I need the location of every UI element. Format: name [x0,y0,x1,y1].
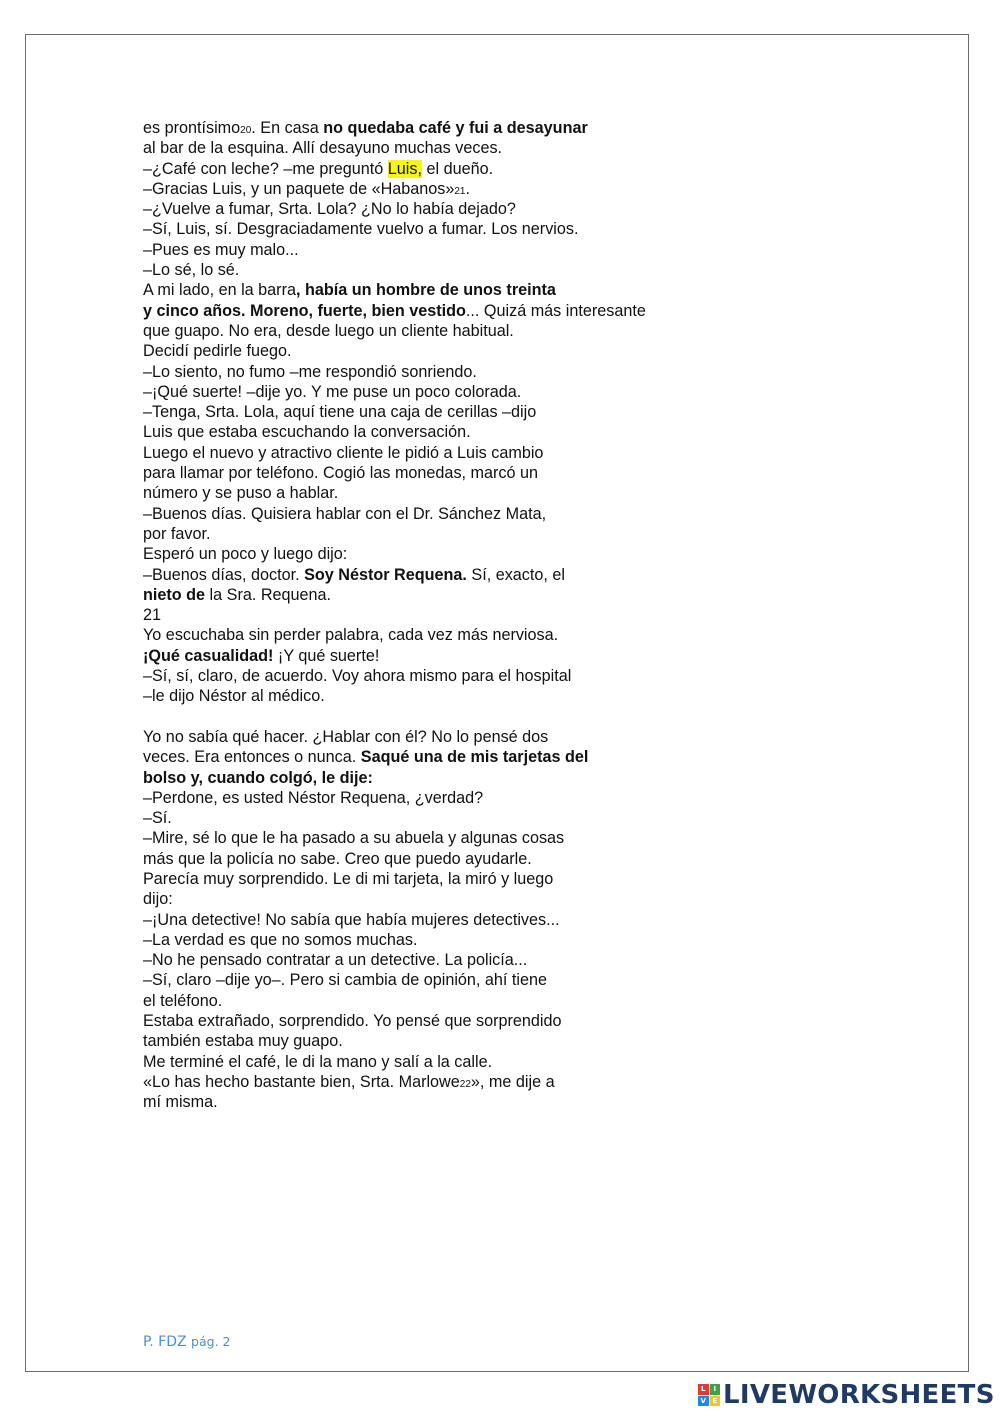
text-line: –Gracias Luis, y un paquete de «Habanos»21. [143,179,470,198]
footnote-ref: 20 [240,125,252,136]
text-line: es prontísimo20. En casa no quedaba café y fui a desayunar [143,119,588,137]
text-line: –Buenos días, doctor. Soy Néstor Requena. Sí, exacto, el [143,565,565,584]
text-line: –Sí, claro –dije yo–. Pero si cambia de opinión, ahí tiene [143,971,548,990]
footnote-ref: 21 [454,185,466,197]
text-line: número y se puso a hablar. [143,484,339,503]
story-text [143,118,743,1113]
text-line: que guapo. No era, desde luego un cliente habitual. [143,321,514,340]
text-line: –Pues es muy malo... [143,240,299,259]
text-line: –Sí, Luis, sí. Desgraciadamente vuelvo a fumar. Los nervios. [143,220,579,239]
text-line: «Lo has hecho bastante bien, Srta. Marlowe22», me dije a [143,1072,555,1091]
text-line: –La verdad es que no somos muchas. [143,930,418,949]
text-line: 21 [143,606,162,625]
text-line: –Mire, sé lo que le ha pasado a su abuela y algunas cosas [143,829,565,848]
text-line: veces. Era entonces o nunca. Saqué una de mis tarjetas del [143,748,589,767]
text-line: dijo: [143,890,173,909]
highlighted-word: Luis, [387,159,422,178]
liveworksheets-logo-icon [698,1384,720,1406]
text-line: al bar de la esquina. Allí desayuno muchas veces. [143,139,503,158]
paragraph-gap [143,707,743,727]
text-line: Estaba extrañado, sorprendido. Yo pensé que sorprendido [143,1012,562,1031]
page-footer [143,1334,230,1350]
text-line: –Lo sé, lo sé. [143,261,240,280]
text-line: también estaba muy guapo. [143,1032,343,1051]
logo-tile: E [710,1396,721,1407]
text-line: –No he pensado contratar a un detective. La policía... [143,951,528,970]
text-line: Luis que estaba escuchando la conversación. [143,423,471,442]
text-line: por favor. [143,524,211,543]
text-line: –Tenga, Srta. Lola, aquí tiene una caja de cerillas –dijo [143,403,537,422]
text-line: A mi lado, en la barra, había un hombre de unos treinta [143,281,556,300]
text-line: mí misma. [143,1093,218,1112]
text-line: Yo no sabía qué hacer. ¿Hablar con él? No lo pensé dos [143,727,549,746]
liveworksheets-logo[interactable] [698,1380,995,1410]
text-line: –Perdone, es usted Néstor Requena, ¿verdad? [143,788,484,807]
text-line: –¿Vuelve a fumar, Srta. Lola? ¿No lo había dejado? [143,200,516,219]
logo-tile: V [698,1396,709,1407]
text-line: –Sí, sí, claro, de acuerdo. Voy ahora mismo para el hospital [143,667,572,686]
text-line: –le dijo Néstor al médico. [143,687,325,706]
footnote-ref: 22 [459,1078,471,1090]
text-line: más que la policía no sabe. Creo que puedo ayudarle. [143,849,532,868]
text-line: para llamar por teléfono. Cogió las monedas, marcó un [143,464,539,483]
text-line: –¡Una detective! No sabía que había mujeres detectives... [143,910,560,929]
text-line: Parecía muy sorprendido. Le di mi tarjeta, la miró y luego [143,869,554,888]
text-line: Esperó un poco y luego dijo: [143,545,348,564]
text-line: –Sí. [143,809,172,828]
text-line: ¡Qué casualidad! ¡Y qué suerte! [143,646,380,665]
footer-page-number: pág. 2 [191,1334,231,1349]
text-line: Decidí pedirle fuego. [143,342,292,361]
text-line: –Buenos días. Quisiera hablar con el Dr. Sánchez Mata, [143,504,547,523]
text-line: Luego el nuevo y atractivo cliente le pidió a Luis cambio [143,443,544,462]
text-line: –¿Café con leche? –me preguntó Luis, el dueño. [143,159,494,178]
text-line: nieto de la Sra. Requena. [143,585,332,604]
logo-tile: L [698,1384,709,1395]
footer-author: P. FDZ [143,1334,187,1350]
text-line: y cinco años. Moreno, fuerte, bien vestido... Quizá más interesante [143,301,646,320]
logo-tile: I [710,1384,721,1395]
text-line: bolso y, cuando colgó, le dije: [143,768,373,787]
liveworksheets-logo-text: LIVEWORKSHEETS [723,1380,995,1410]
text-line: –¡Qué suerte! –dije yo. Y me puse un poco colorada. [143,382,522,401]
text-line: el teléfono. [143,991,223,1010]
text-line: –Lo siento, no fumo –me respondió sonriendo. [143,362,477,381]
text-line: Yo escuchaba sin perder palabra, cada vez más nerviosa. [143,626,559,645]
text-line: Me terminé el café, le di la mano y salí a la calle. [143,1052,493,1071]
